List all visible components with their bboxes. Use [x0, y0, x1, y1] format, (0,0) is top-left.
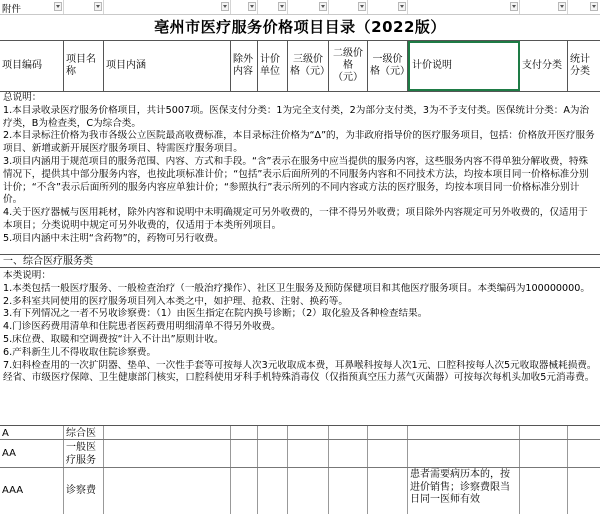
filter-cell-pay[interactable] [520, 0, 568, 14]
sheet-title: 亳州市医疗服务价格项目目录（2022版） [154, 18, 446, 36]
header-unit[interactable]: 计价单位 [258, 41, 288, 91]
filter-cell-price1[interactable] [368, 0, 408, 14]
cell-price1[interactable] [368, 468, 408, 514]
filter-dropdown-icon[interactable] [558, 2, 566, 11]
section-title[interactable]: 一、综合医疗服务类 [0, 254, 600, 268]
cell-price3[interactable] [288, 440, 329, 467]
filter-cell-excluded[interactable] [231, 0, 258, 14]
cell-price2[interactable] [329, 440, 368, 467]
filter-dropdown-icon[interactable] [221, 2, 229, 11]
header-name[interactable]: 项目名称 [64, 41, 104, 91]
filter-dropdown-icon[interactable] [54, 2, 62, 11]
cell-excluded[interactable] [231, 440, 258, 467]
general-note-line: 2.本目录标注价格为我市各级公立医院最高收费标准，本目录标注价格为“Δ”的，为非政府指导价的医疗服务项目，包括：价格放开医疗服务项目、新增或新开展医疗服务项目、特需医疗服务项目。 [3, 130, 595, 155]
section-note-line: 4.门诊医药费用清单和住院患者医药费用明细清单不得另外收费。 [3, 321, 281, 333]
section-note-line: 1.本类包括一般医疗服务、一般检查治疗（一般治疗操作）、社区卫生服务及预防保健项目和其他医疗服务项目。本类编码为100000000。 [3, 282, 590, 294]
cell-excluded[interactable] [231, 426, 258, 439]
filter-dropdown-icon[interactable] [278, 2, 286, 11]
filter-dropdown-icon[interactable] [248, 2, 256, 11]
filter-dropdown-icon[interactable] [510, 2, 518, 11]
general-note-line: 5.项目内涵中未注明“含药物”的，药物可另行收费。 [3, 232, 224, 244]
filter-cell-unit[interactable] [258, 0, 288, 14]
autofilter-row [0, 0, 600, 15]
section-notes-heading: 本类说明： [3, 270, 51, 281]
cell-excluded[interactable] [231, 468, 258, 514]
cell-explain[interactable] [408, 440, 520, 467]
section-note-line: 3.有下列情况之一者不另收诊察费：（1）由医生指定在院内换号诊断；（2）取化验及各种检查结果。 [3, 308, 428, 320]
cell-explain[interactable] [408, 426, 520, 439]
cell-price3[interactable] [288, 426, 329, 439]
cell-pay[interactable] [520, 440, 568, 467]
header-price1[interactable]: 一级价格（元） [368, 41, 408, 91]
general-note-line: 3.项目内涵用于规范项目的服务范围、内容、方式和手段。“含”表示在服务中应当提供的服务内容，这些服务内容不得单独分解收费，特殊情况下，提供其中部分服务内容，也按此项标准计价；“包括”表示后面所列的不同服务内容和不同技术方法，均按本项目同一价格标准分别计价；“不含”表示后面所列的服务内容应单独计价；“参照执行”表示所列的不同内容或方法的医疗服务，均按本项目同一价格标准分别计价。 [3, 155, 589, 206]
filter-cell-content[interactable] [104, 0, 231, 14]
cell-code[interactable]: AA [0, 440, 64, 467]
cell-unit[interactable] [258, 440, 288, 467]
table-row[interactable] [0, 440, 600, 468]
cell-explain[interactable]: 患者需要病历本的，按进价销售；诊察费限当日同一医师有效 [408, 468, 520, 514]
cell-name[interactable]: 一般医疗服务 [64, 440, 104, 467]
cell-code[interactable]: AAA [0, 468, 64, 514]
filter-cell-name[interactable] [64, 0, 104, 14]
cell-unit[interactable] [258, 468, 288, 514]
header-row [0, 40, 600, 92]
section-note-line: 7.妇科检查用的一次扩阴器、垫单、一次性手套等可按每人次3元收取成本费，耳鼻喉科按每人次1元、口腔科按每人次5元收取器械耗损费。经省、市级医疗保障、卫生健康部门核实，口腔科使用牙科手机特殊消毒仪（仅指预真空压力蒸气灭菌器）可按每次每机头加收5元消毒费。 [3, 359, 597, 384]
section-note-line: 2.多科室共同使用的医疗服务项目列入本类之中，如护理、抢救、注射、换药等。 [3, 295, 348, 307]
filter-dropdown-icon[interactable] [398, 2, 406, 11]
data-grid [0, 425, 600, 514]
header-price2[interactable]: 二级价格（元） [329, 41, 368, 91]
cell-name[interactable]: 诊察费 [64, 468, 104, 514]
table-row[interactable] [0, 426, 600, 440]
cell-unit[interactable] [258, 426, 288, 439]
general-notes-heading: 总说明： [3, 92, 42, 103]
filter-cell-explain[interactable] [408, 0, 520, 14]
cell-price3[interactable] [288, 468, 329, 514]
general-note-line: 1.本目录收录医疗服务价格项目，共计5007项。医保支付分类：1为完全支付类，2为部分支付类，3为不予支付类。医保统计分类：A为治疗类，B为检查类，C为综合类。 [3, 104, 590, 129]
header-code[interactable]: 项目编码 [0, 41, 64, 91]
section-notes[interactable] [3, 270, 597, 385]
general-notes[interactable] [3, 92, 597, 246]
cell-content[interactable] [104, 426, 231, 439]
general-note-line: 4.关于医疗器械与医用耗材，除外内容和说明中未明确规定可另外收费的，一律不得另外收费；项目除外内容规定可另外收费的，仅适用于本项目；分类说明中规定可另外收费的，仅适用于本类所列项目。 [3, 207, 588, 231]
cell-price1[interactable] [368, 440, 408, 467]
cell-stat[interactable] [568, 440, 600, 467]
cell-stat[interactable] [568, 468, 600, 514]
filter-cell-label: 附件 [2, 4, 22, 15]
cell-content[interactable] [104, 440, 231, 467]
header-explain-selected-cell[interactable]: 计价说明 [408, 41, 520, 91]
filter-cell-code[interactable] [0, 0, 64, 14]
cell-code[interactable]: A [0, 426, 64, 439]
cell-price1[interactable] [368, 426, 408, 439]
section-note-line: 6.产科新生儿不得收取住院诊察费。 [3, 346, 157, 358]
header-price3[interactable]: 三级价格（元） [288, 41, 329, 91]
filter-cell-price3[interactable] [288, 0, 329, 14]
cell-pay[interactable] [520, 426, 568, 439]
cell-content[interactable] [104, 468, 231, 514]
section-note-line: 5.床位费、取暖和空调费按“计入不计出”原则计收。 [3, 333, 224, 345]
table-row[interactable] [0, 468, 600, 514]
header-content[interactable]: 项目内涵 [104, 41, 231, 91]
header-pay[interactable]: 支付分类 [520, 41, 568, 91]
filter-cell-price2[interactable] [329, 0, 368, 14]
cell-stat[interactable] [568, 426, 600, 439]
filter-dropdown-icon[interactable] [358, 2, 366, 11]
cell-pay[interactable] [520, 468, 568, 514]
cell-name[interactable]: 综合医 [64, 426, 104, 439]
filter-dropdown-icon[interactable] [590, 2, 598, 11]
filter-dropdown-icon[interactable] [319, 2, 327, 11]
header-excluded[interactable]: 除外内容 [231, 41, 258, 91]
filter-cell-stat[interactable] [568, 0, 600, 14]
header-stat[interactable]: 统计分类 [570, 54, 590, 77]
filter-dropdown-icon[interactable] [94, 2, 102, 11]
cell-price2[interactable] [329, 426, 368, 439]
cell-price2[interactable] [329, 468, 368, 514]
